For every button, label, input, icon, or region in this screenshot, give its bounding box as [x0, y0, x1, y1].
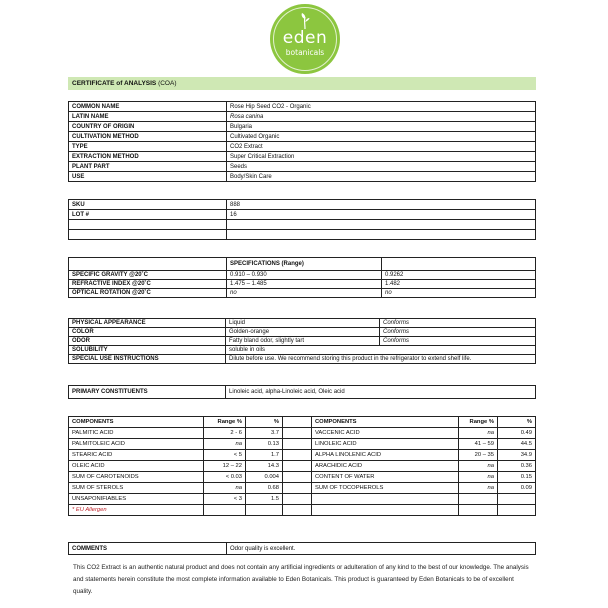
physical-result: Conforms [380, 319, 536, 328]
spec-label: SPECIFIC GRAVITY @20˚C [69, 271, 227, 280]
comments-label: COMMENTS [69, 543, 227, 555]
info-value: Body/Skin Care [227, 172, 536, 182]
table-row [69, 142, 536, 152]
components-header: COMPONENTS [312, 417, 459, 428]
table-row [69, 386, 536, 399]
percent-header: % [246, 417, 283, 428]
physical-label: ODOR [69, 337, 226, 346]
info-value: Seeds [227, 162, 536, 172]
component-name: SUM OF CAROTENOIDS [69, 472, 204, 483]
empty-cell [459, 494, 498, 505]
component-name: SUM OF STEROLS [69, 483, 204, 494]
spacer-cell [283, 428, 312, 439]
spacer-cell [283, 505, 312, 516]
spacer-cell [283, 494, 312, 505]
component-percent: 0.68 [246, 483, 283, 494]
component-range: na [459, 483, 498, 494]
spec-result: no [382, 289, 536, 298]
empty-cell [498, 494, 536, 505]
special-use-label: SPECIAL USE INSTRUCTIONS [69, 355, 226, 364]
component-percent: 34.9 [498, 450, 536, 461]
component-range: na [459, 461, 498, 472]
component-name: UNSAPONIFIABLES [69, 494, 204, 505]
table-row [69, 122, 536, 132]
component-name: ARACHIDIC ACID [312, 461, 459, 472]
empty-cell [69, 220, 227, 230]
percent-header: % [498, 417, 536, 428]
info-label: EXTRACTION METHOD [69, 152, 227, 162]
spacer-cell [283, 439, 312, 450]
component-percent: 0.13 [246, 439, 283, 450]
spec-label: OPTICAL ROTATION @20˚C [69, 289, 227, 298]
spec-result: 0.9262 [382, 271, 536, 280]
coa-title [72, 78, 177, 89]
table-row [69, 543, 536, 555]
empty-cell [227, 220, 536, 230]
table-row [69, 346, 536, 355]
component-percent: 0.49 [498, 428, 536, 439]
primary-constituents-label: PRIMARY CONSTITUENTS [69, 386, 226, 399]
component-range: na [204, 483, 246, 494]
component-range: 12 – 22 [204, 461, 246, 472]
empty-cell [498, 505, 536, 516]
component-range: na [204, 439, 246, 450]
component-name: OLEIC ACID [69, 461, 204, 472]
info-label: COUNTRY OF ORIGIN [69, 122, 227, 132]
component-percent: 0.004 [246, 472, 283, 483]
spacer-cell [283, 472, 312, 483]
range-header: Range % [204, 417, 246, 428]
physical-result: Conforms [380, 337, 536, 346]
spacer-cell [283, 450, 312, 461]
table-row [69, 162, 536, 172]
table-row [69, 112, 536, 122]
info-label: CULTIVATION METHOD [69, 132, 227, 142]
empty-cell [382, 258, 536, 271]
component-row [69, 472, 536, 483]
component-range: na [459, 428, 498, 439]
specifications-header-row [69, 258, 536, 271]
table-row [69, 200, 536, 210]
physical-label: COLOR [69, 328, 226, 337]
component-percent: 3.7 [246, 428, 283, 439]
info-value: Cultivated Organic [227, 132, 536, 142]
sku-value: 888 [227, 200, 536, 210]
component-row [69, 439, 536, 450]
component-name: STEARIC ACID [69, 450, 204, 461]
component-range: < 0.03 [204, 472, 246, 483]
component-name: LINOLEIC ACID [312, 439, 459, 450]
comments-table [68, 542, 536, 555]
info-label: PLANT PART [69, 162, 227, 172]
comments-value: Odor quality is excellent. [227, 543, 536, 555]
table-row [69, 280, 536, 289]
empty-row [69, 220, 536, 230]
table-row [69, 337, 536, 346]
empty-cell [246, 505, 283, 516]
components-header-row [69, 417, 536, 428]
physical-result: Conforms [380, 328, 536, 337]
spec-label: REFRACTIVE INDEX @20˚C [69, 280, 227, 289]
component-range: < 3 [204, 494, 246, 505]
table-row [69, 289, 536, 298]
spacer-cell [283, 461, 312, 472]
coa-title-bold: CERTIFICATE of ANALYSIS [72, 80, 157, 87]
empty-cell [227, 230, 536, 240]
solubility-label: SOLUBILITY [69, 346, 226, 355]
spacer-cell [283, 483, 312, 494]
guarantee-statement: This CO2 Extract is an authentic natural product and does not contain any artificial ingredients or adulteration of any kind to the best of our knowledge. The analysis and statements herein constitute the most complete information available to Eden Botanicals. This product is guaranteed by Eden Botanicals to be of excellent quality. [73, 564, 529, 595]
physical-value: Liquid [226, 319, 380, 328]
table-row [69, 152, 536, 162]
physical-properties-table [68, 318, 536, 364]
component-name: SUM OF TOCOPHEROLS [312, 483, 459, 494]
info-label: LATIN NAME [69, 112, 227, 122]
table-row [69, 102, 536, 112]
info-value: Bulgaria [227, 122, 536, 132]
component-range: 20 – 35 [459, 450, 498, 461]
spacer-cell [283, 417, 312, 428]
info-label: USE [69, 172, 227, 182]
component-percent: 14.3 [246, 461, 283, 472]
lot-label: LOT # [69, 210, 227, 220]
spec-range: 1.475 – 1.485 [227, 280, 382, 289]
component-percent: 1.5 [246, 494, 283, 505]
specifications-header: SPECIFICATIONS (Range) [227, 258, 382, 271]
component-row [69, 450, 536, 461]
eden-botanicals-logo [270, 4, 340, 74]
info-value: Rose Hip Seed CO2 - Organic [227, 102, 536, 112]
table-row [69, 210, 536, 220]
table-row [69, 172, 536, 182]
empty-cell [69, 258, 227, 271]
lot-value: 16 [227, 210, 536, 220]
component-percent: 0.15 [498, 472, 536, 483]
range-header: Range % [459, 417, 498, 428]
sku-label: SKU [69, 200, 227, 210]
component-row [69, 428, 536, 439]
primary-constituents-value: Linoleic acid, alpha-Linoleic acid, Oleic acid [226, 386, 536, 399]
coa-banner [68, 77, 536, 90]
component-row [69, 505, 536, 516]
components-table [68, 416, 536, 516]
component-row [69, 483, 536, 494]
info-value: Rosa canina [227, 112, 536, 122]
spec-range: no [227, 289, 382, 298]
table-row [69, 271, 536, 280]
physical-label: PHYSICAL APPEARANCE [69, 319, 226, 328]
table-row [69, 328, 536, 337]
logo-wordmark-eden: eden [282, 28, 328, 48]
component-name: ALPHA LINOLENIC ACID [312, 450, 459, 461]
component-range: < 5 [204, 450, 246, 461]
component-name: PALMITOLEIC ACID [69, 439, 204, 450]
table-row [69, 319, 536, 328]
table-row [69, 132, 536, 142]
specifications-table [68, 257, 536, 298]
info-label: TYPE [69, 142, 227, 152]
logo-wordmark-botanicals: botanicals [285, 48, 325, 57]
info-value: Super Critical Extraction [227, 152, 536, 162]
solubility-value: soluble in oils [226, 346, 536, 355]
info-value: CO2 Extract [227, 142, 536, 152]
spec-result: 1.482 [382, 280, 536, 289]
component-range: 2 - 6 [204, 428, 246, 439]
component-name: CONTENT OF WATER [312, 472, 459, 483]
empty-row [69, 230, 536, 240]
info-label: COMMON NAME [69, 102, 227, 112]
physical-value: Fatty bland odor, slightly tart [226, 337, 380, 346]
component-percent: 1.7 [246, 450, 283, 461]
component-range: na [459, 472, 498, 483]
coa-title-suffix: (COA) [156, 80, 177, 87]
empty-cell [312, 494, 459, 505]
empty-cell [312, 505, 459, 516]
eu-allergen-note: * EU Allergen [69, 505, 204, 516]
component-name: PALMITIC ACID [69, 428, 204, 439]
component-percent: 44.5 [498, 439, 536, 450]
physical-value: Golden-orange [226, 328, 380, 337]
empty-cell [459, 505, 498, 516]
component-percent: 0.36 [498, 461, 536, 472]
table-row [69, 355, 536, 364]
component-name: VACCENIC ACID [312, 428, 459, 439]
components-header: COMPONENTS [69, 417, 204, 428]
component-percent: 0.09 [498, 483, 536, 494]
sku-lot-table [68, 199, 536, 240]
component-row [69, 494, 536, 505]
empty-cell [204, 505, 246, 516]
special-use-value: Dilute before use. We recommend storing this product in the refrigerator to extend shelf life. [226, 355, 536, 364]
primary-constituents-table [68, 385, 536, 399]
sprout-icon [299, 13, 311, 29]
spec-range: 0.910 – 0.930 [227, 271, 382, 280]
product-info-table [68, 101, 536, 182]
component-range: 41 – 59 [459, 439, 498, 450]
component-row [69, 461, 536, 472]
empty-cell [69, 230, 227, 240]
